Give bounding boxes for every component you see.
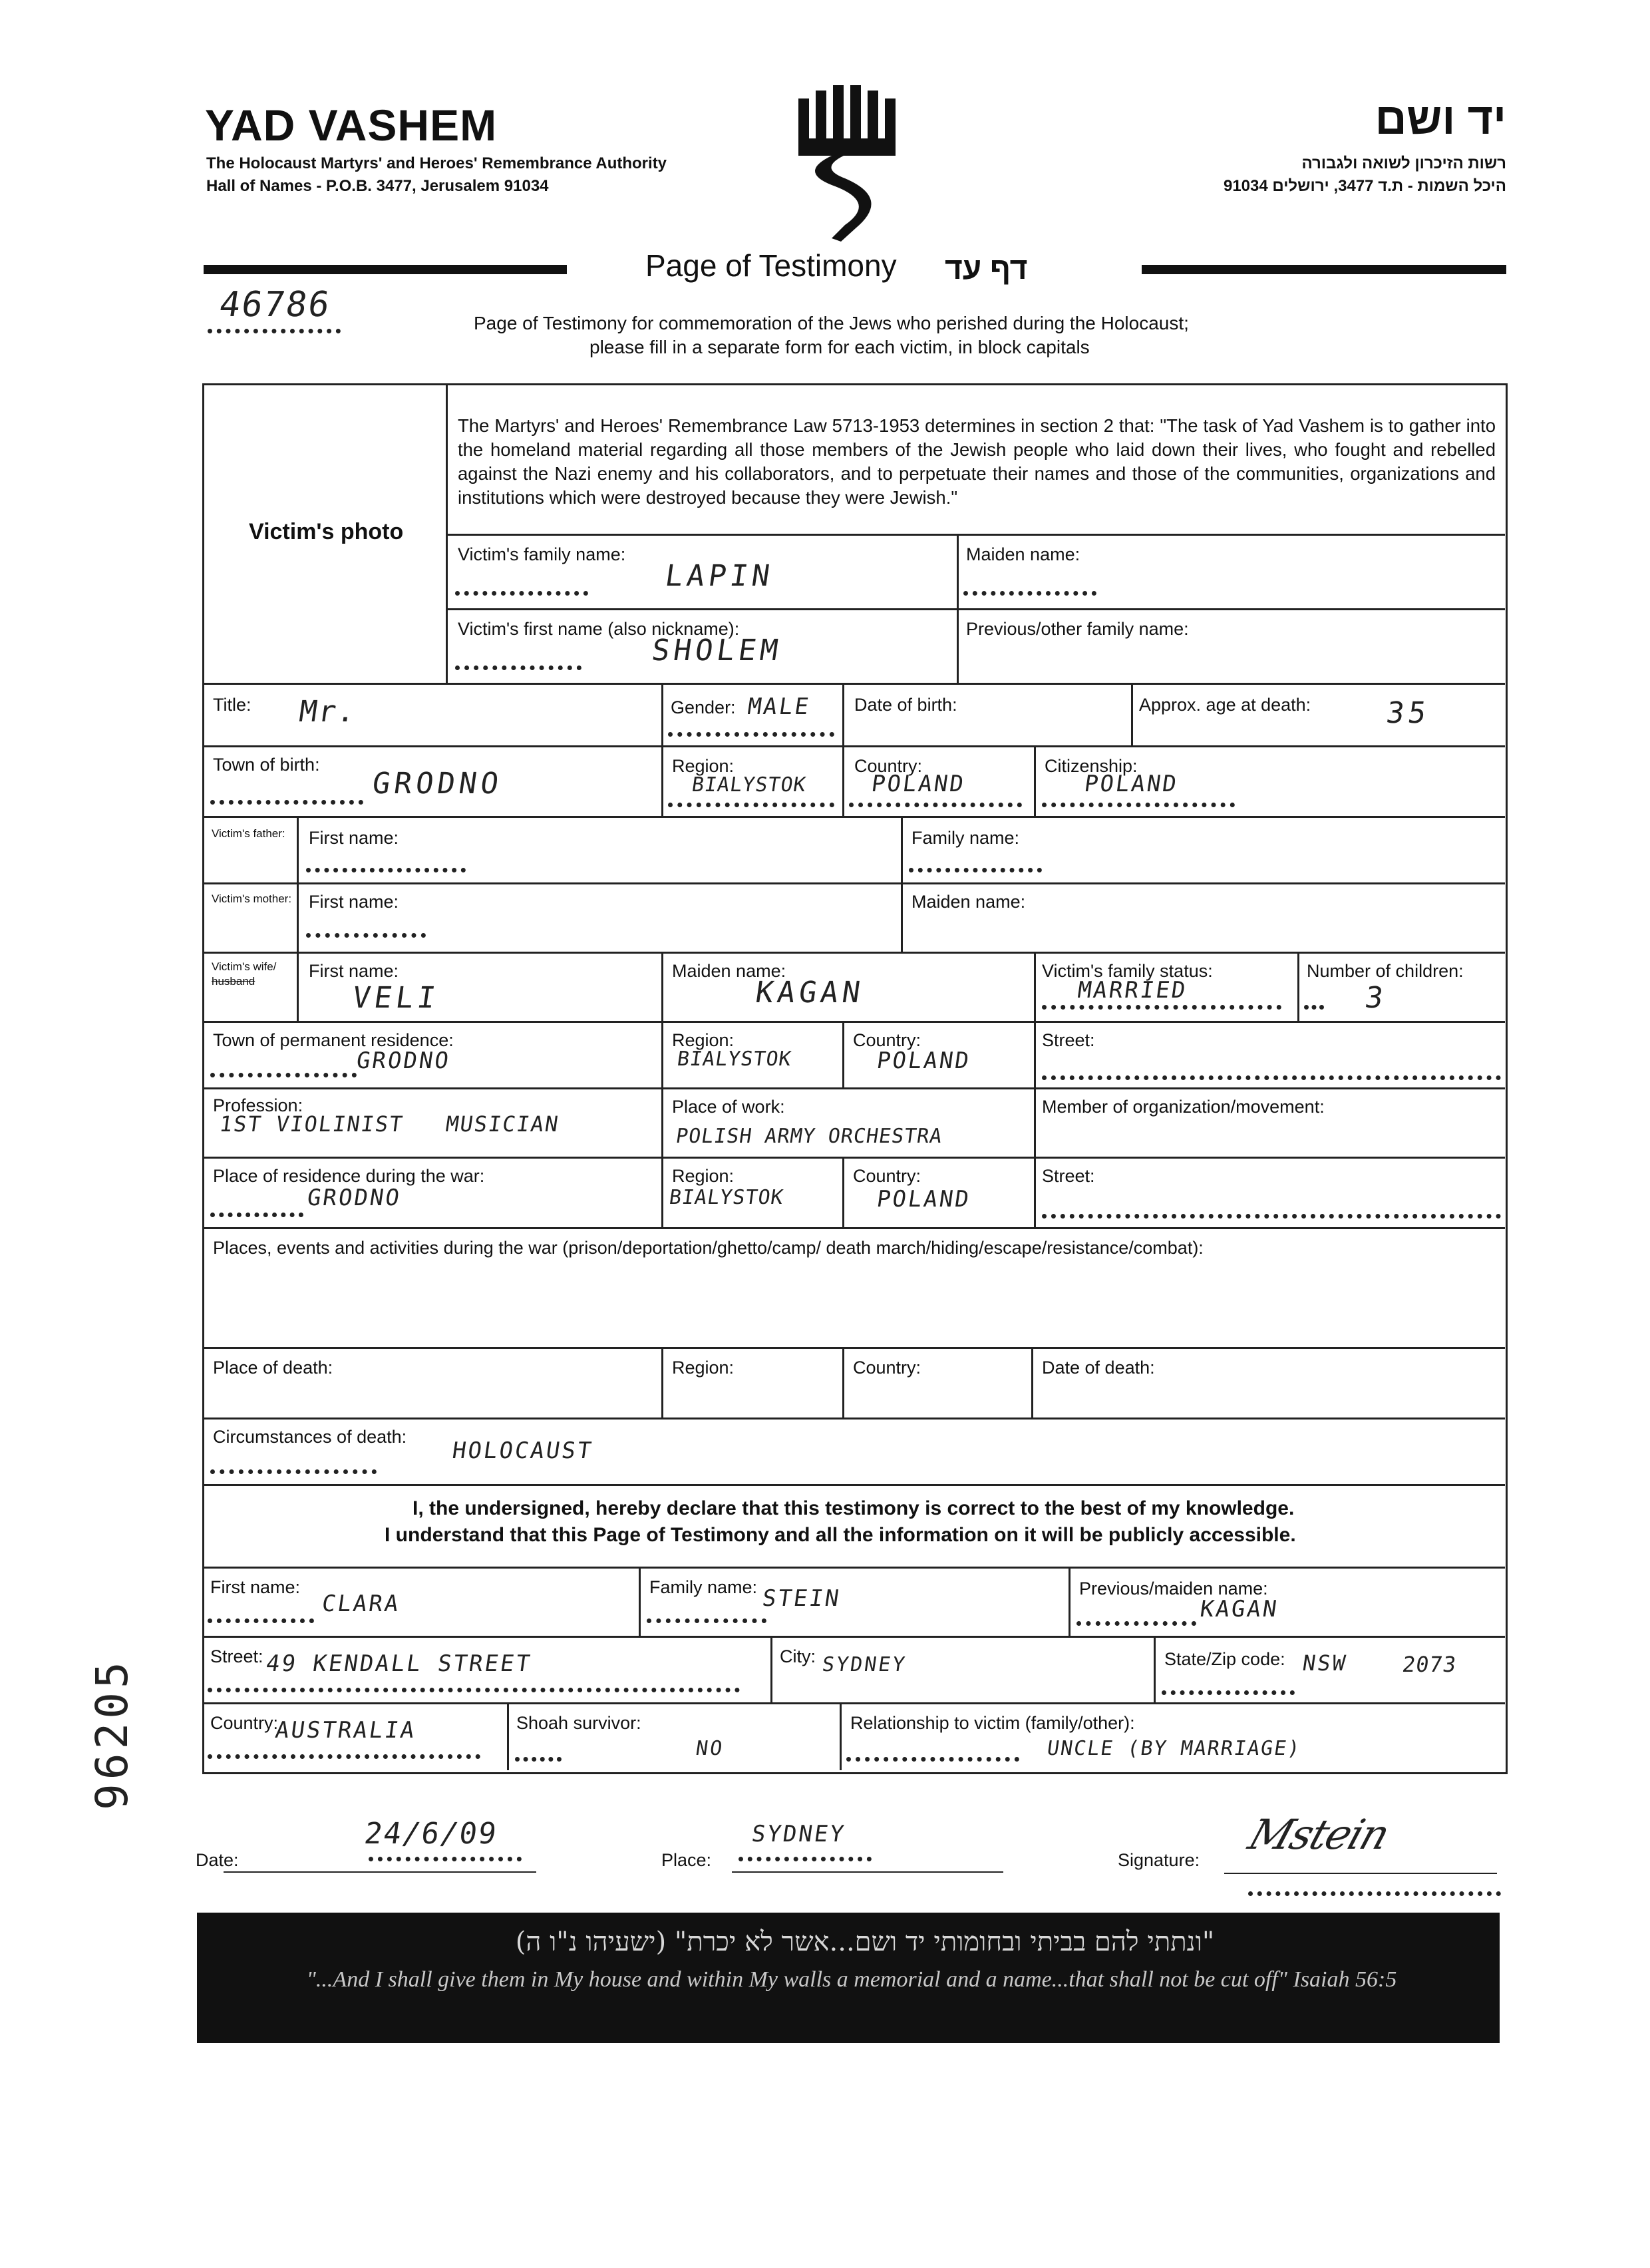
place-of-work-label: Place of work: <box>672 1097 785 1117</box>
relationship[interactable]: UNCLE (BY MARRIAGE) <box>1045 1737 1303 1760</box>
form-number-dots <box>208 329 341 333</box>
war-region[interactable]: BIALYSTOK <box>667 1186 786 1209</box>
war-region-label: Region: <box>672 1166 735 1186</box>
war-country[interactable]: POLAND <box>875 1186 973 1213</box>
victim-town-of-birth[interactable]: GRODNO <box>370 767 505 801</box>
victim-citizenship[interactable]: POLAND <box>1082 771 1180 797</box>
first-name-label: Victim's first name (also nickname): <box>458 619 740 639</box>
mother-first-name-label: First name: <box>309 892 399 912</box>
submitter-maiden-name-label: Previous/maiden name: <box>1079 1579 1268 1599</box>
law-text: The Martyrs' and Heroes' Remembrance Law 5713-1953 determines in section 2 that: "The task of Yad Vashem is to gather into the homeland material regarding all those members of the Jewish people who laid down their lives, who fought and rebelled against the Nazi enemy and his collaborators, and to perpetuate their names and those of the communities, organizations and institutions which were destroyed because they were Jewish." <box>458 415 1496 508</box>
residence-town[interactable]: GRODNO <box>355 1047 452 1074</box>
death-country-label: Country: <box>853 1358 921 1378</box>
submitter-first-name-label: First name: <box>210 1577 301 1597</box>
submitter-country-label: Country: <box>210 1713 279 1733</box>
submission-place[interactable]: SYDNEY <box>750 1821 848 1847</box>
submitter-family-name-label: Family name: <box>649 1577 758 1597</box>
places-events-label: Places, events and activities during the war (prison/deportation/ghetto/camp/ death march/hiding/escape/resistance/combat): <box>213 1238 1204 1258</box>
residence-country-label: Country: <box>853 1030 921 1050</box>
place-label: Place: <box>661 1850 712 1870</box>
residence-region-label: Region: <box>672 1030 735 1050</box>
victim-place-of-work[interactable]: POLISH ARMY ORCHESTRA <box>674 1125 944 1148</box>
victims-spouse-label: Victim's wife/ husband <box>212 960 277 988</box>
title-rule-right <box>1142 265 1506 274</box>
org-subtitle: The Holocaust Martyrs' and Heroes' Remembrance Authority <box>206 154 667 172</box>
num-children-label: Number of children: <box>1307 961 1464 981</box>
submitter-first-name[interactable]: CLARA <box>320 1591 403 1617</box>
birth-region-label: Region: <box>672 756 735 776</box>
date-of-death-label: Date of death: <box>1042 1358 1155 1378</box>
father-family-name-label: Family name: <box>911 828 1020 848</box>
org-address: Hall of Names - P.O.B. 3477, Jerusalem 91034 <box>206 177 549 195</box>
family-status-label: Victim's family status: <box>1042 961 1213 981</box>
org-address-he: היכל השמות - ת.ד 3477, ירושלים 91034 <box>1223 177 1506 195</box>
submitter-family-name[interactable]: STEIN <box>760 1585 843 1612</box>
victim-title[interactable]: Mr. <box>297 695 359 729</box>
submitter-state-zip-label: State/Zip code: <box>1164 1649 1285 1669</box>
side-number: 96205 <box>86 1658 138 1810</box>
death-region-label: Region: <box>672 1358 735 1378</box>
submitter-street-label: Street: <box>210 1646 263 1666</box>
dob-label: Date of birth: <box>854 695 957 715</box>
title-rule-left <box>204 265 567 274</box>
footer-quote-en: "...And I shall give them in My house and within My walls a memorial and a name...that shall not be cut off" Isaiah 56:5 <box>306 1967 1397 1992</box>
residence-street-label: Street: <box>1042 1030 1095 1050</box>
family-name-label: Victim's family name: <box>458 544 626 564</box>
place-of-death-label: Place of death: <box>213 1358 333 1378</box>
victim-family-status[interactable]: MARRIED <box>1076 977 1190 1004</box>
victim-first-name[interactable]: SHOLEM <box>649 634 784 667</box>
form-title: Page of Testimony <box>645 248 897 283</box>
form-title-he: דף עד <box>945 251 1028 285</box>
gender-label: Gender: <box>671 697 736 717</box>
org-subtitle-he: רשות הזיכרון לשואה ולגבורה <box>1301 154 1506 172</box>
submitter-city[interactable]: SYDNEY <box>820 1653 908 1676</box>
victim-photo-label: Victim's photo <box>249 519 404 544</box>
declaration-line-1: I, the undersigned, hereby declare that this testimony is correct to the best of my knowledge. <box>412 1497 1295 1519</box>
victims-father-label: Victim's father: <box>212 827 285 840</box>
signature-label: Signature: <box>1118 1850 1200 1870</box>
victim-gender[interactable]: MALE <box>746 693 812 720</box>
relationship-label: Relationship to victim (family/other): <box>850 1713 1135 1733</box>
age-label: Approx. age at death: <box>1139 695 1311 715</box>
declaration-line-2: I understand that this Page of Testimony and all the information on it will be publicly accessible. <box>385 1524 1296 1546</box>
victims-mother-label: Victim's mother: <box>212 892 292 905</box>
title-label: Title: <box>213 695 251 715</box>
war-town[interactable]: GRODNO <box>305 1185 403 1211</box>
birth-country-label: Country: <box>854 756 923 776</box>
war-street-label: Street: <box>1042 1166 1095 1186</box>
org-name-he: יד ושם <box>1375 94 1506 143</box>
mother-maiden-name-label: Maiden name: <box>911 892 1026 912</box>
intro-line-1: Page of Testimony for commemoration of the Jews who perished during the Holocaust; <box>474 313 1189 333</box>
submitter-country[interactable]: AUSTRALIA <box>273 1717 418 1744</box>
spouse-first-name-label: First name: <box>309 961 399 981</box>
spouse-maiden-name-label: Maiden name: <box>672 961 786 981</box>
victim-birth-country[interactable]: POLAND <box>870 771 967 797</box>
death-circumstances[interactable]: HOLOCAUST <box>450 1437 595 1464</box>
victim-num-children[interactable]: 3 <box>1363 981 1390 1015</box>
submitter-street[interactable]: 49 KENDALL STREET <box>264 1650 534 1677</box>
shoah-survivor-label: Shoah survivor: <box>516 1713 641 1733</box>
shoah-survivor[interactable]: NO <box>694 1737 726 1760</box>
town-permanent-label: Town of permanent residence: <box>213 1030 454 1050</box>
victim-family-name[interactable]: LAPIN <box>663 559 776 593</box>
victim-profession[interactable]: 1ST VIOLINIST MUSICIAN <box>218 1111 562 1137</box>
residence-region[interactable]: BIALYSTOK <box>675 1047 794 1071</box>
residence-war-label: Place of residence during the war: <box>213 1166 485 1186</box>
residence-country[interactable]: POLAND <box>875 1047 973 1074</box>
submitter-zip[interactable]: 2073 <box>1401 1652 1458 1677</box>
footer-quote-he: "ונתתי להם בביתי ובחומותי יד ושם...אשר לא יכרת" (ישעיהו נ"ו ה) <box>515 1927 1215 1957</box>
maiden-name-label: Maiden name: <box>966 544 1080 564</box>
victim-age[interactable]: 35 <box>1384 696 1432 730</box>
org-name: YAD VASHEM <box>205 100 498 150</box>
submitter-signature[interactable]: Mstein <box>1243 1810 1395 1859</box>
citizenship-label: Citizenship: <box>1045 756 1138 776</box>
yad-vashem-logo-icon <box>792 85 905 245</box>
date-label: Date: <box>196 1850 239 1870</box>
previous-family-name-label: Previous/other family name: <box>966 619 1189 639</box>
submitter-city-label: City: <box>780 1646 816 1666</box>
member-org-label: Member of organization/movement: <box>1042 1097 1325 1117</box>
profession-label: Profession: <box>213 1095 303 1115</box>
form-number: 46786 <box>216 285 333 325</box>
submission-date[interactable]: 24/6/09 <box>362 1817 500 1851</box>
submitter-maiden-name[interactable]: KAGAN <box>1198 1596 1281 1622</box>
war-country-label: Country: <box>853 1166 921 1186</box>
submitter-state[interactable]: NSW <box>1301 1650 1349 1676</box>
father-first-name-label: First name: <box>309 828 399 848</box>
victim-birth-region[interactable]: BIALYSTOK <box>690 773 808 797</box>
spouse-maiden-name[interactable]: KAGAN <box>753 976 867 1010</box>
town-of-birth-label: Town of birth: <box>213 755 320 775</box>
intro-line-2: please fill in a separate form for each victim, in block capitals <box>589 337 1090 357</box>
spouse-first-name[interactable]: VELI <box>350 981 442 1015</box>
circumstances-label: Circumstances of death: <box>213 1427 407 1447</box>
